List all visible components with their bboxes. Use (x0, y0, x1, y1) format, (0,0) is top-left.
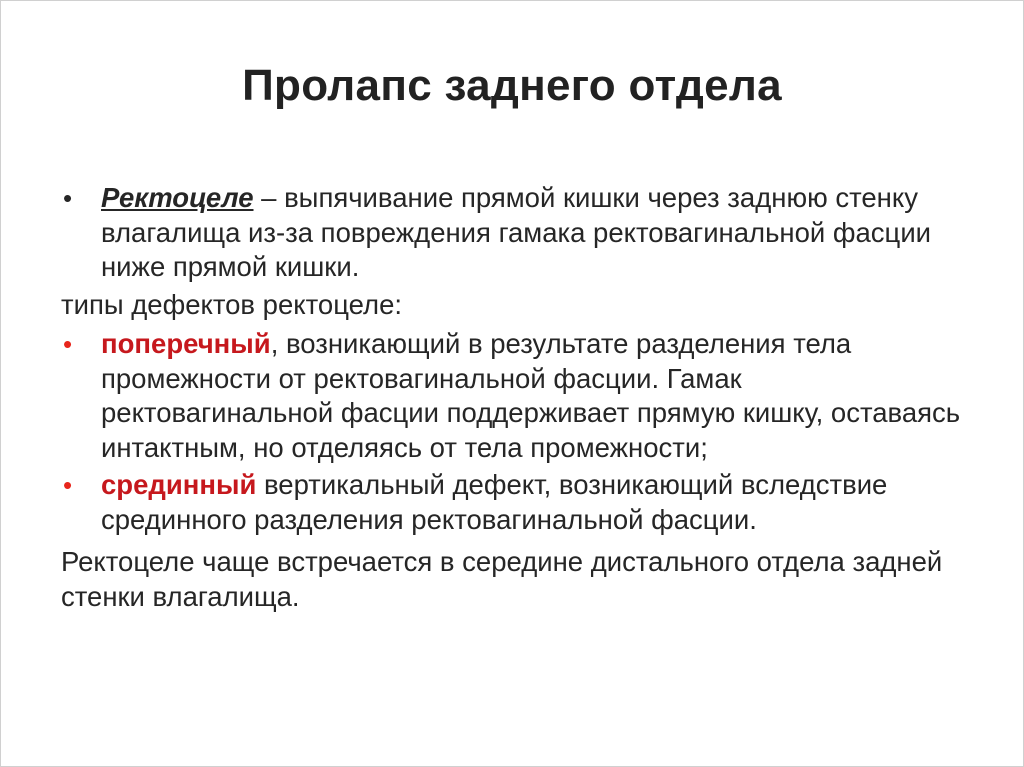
red-bullet-dot-icon: • (63, 470, 73, 500)
slide-title: Пролапс заднего отдела (242, 61, 782, 110)
slide-content (61, 181, 981, 619)
defect-types-heading: типы дефектов ректоцеле: (61, 288, 402, 320)
bullet-dot-icon: • (63, 183, 73, 213)
transverse-description: , возникающий в результате разделения тела промежности от ректовагинальной фасции. Гамак ректовагинальной фасции поддерживает прямую кишку, оставаясь интактным, но отделяясь от тела промежности; (101, 328, 961, 463)
midline-description: вертикальный дефект, возникающий вследствие срединного разделения ректовагинальной фасции. (101, 469, 888, 535)
term-rectocele: Ректоцеле (101, 182, 254, 213)
location-note: Ректоцеле чаще встречается в середине дистального отдела задней стенки влагалища. (61, 546, 943, 612)
definition-text: – выпячивание прямой кишки через заднюю стенку влагалища из-за повреждения гамака ректовагинальной фасции ниже прямой кишки. (101, 182, 932, 282)
term-midline: срединный (101, 469, 257, 500)
term-transverse: поперечный (101, 328, 271, 359)
bullet-transverse-defect (61, 327, 981, 465)
red-bullet-dot-icon: • (63, 329, 73, 359)
bullet-rectocele-definition (61, 181, 981, 285)
bullet-midline-defect (61, 468, 981, 537)
